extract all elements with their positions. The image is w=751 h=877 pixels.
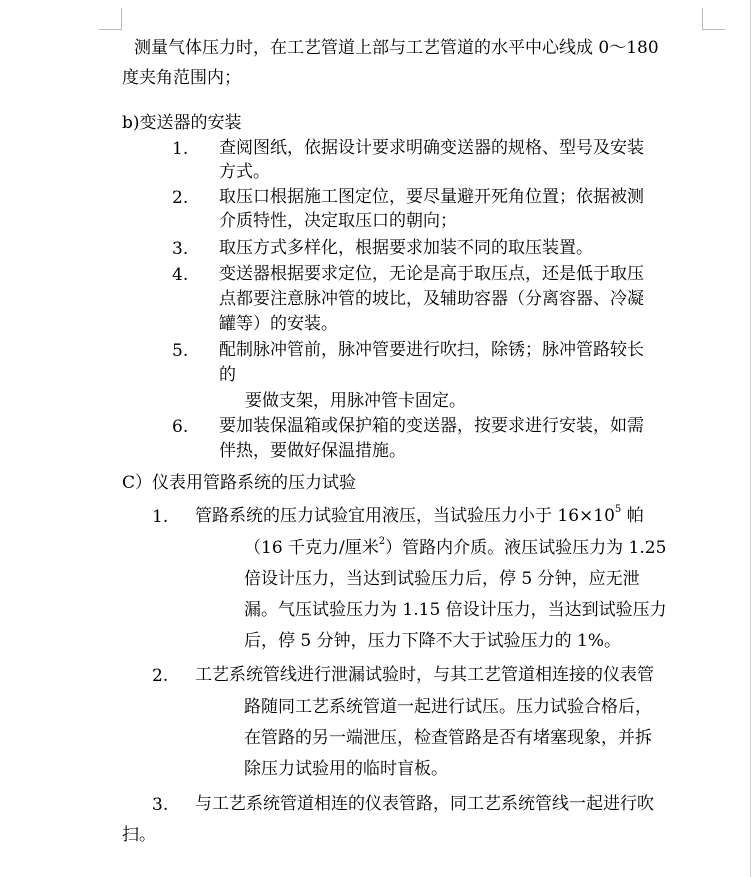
superscript: 5 (614, 504, 622, 515)
list-item-line: 除压力试验用的临时盲板。 (244, 759, 448, 779)
section-heading: C）仪表用管路系统的压力试验 (122, 473, 357, 493)
list-item-line: 查阅图纸，依据设计要求明确变送器的规格、型号及安装 (219, 138, 644, 158)
margin-corner-mark (702, 29, 725, 30)
list-item-line: 路随同工艺系统管道一起进行试压。压力试验合格后， (244, 697, 652, 717)
list-item-line: 与工艺系统管道相连的仪表管路，同工艺系统管线一起进行吹 (195, 794, 654, 814)
list-number: 3. (172, 239, 189, 259)
list-item-line: 要加装保温箱或保护箱的变送器，按要求进行安装，如需 (219, 416, 644, 436)
list-item-line: 扫。 (122, 825, 156, 845)
list-item-line: 要做支架，用脉冲管卡固定。 (245, 391, 466, 411)
list-item-line: 点都要注意脉冲管的坡比，及辅助容器（分离容器、冷凝 (219, 289, 644, 309)
list-item-line: 工艺系统管线进行泄漏试验时，与其工艺管道相连接的仪表管 (195, 665, 654, 685)
superscript: 2 (378, 536, 386, 547)
list-number: 2. (172, 188, 189, 208)
list-item-line: 在管路的另一端泄压，检查管路是否有堵塞现象，并拆 (244, 728, 652, 748)
list-item-line: 倍设计压力，当达到试验压力后，停 5 分钟，应无泄 (244, 569, 640, 589)
list-item-line: 罐等）的安装。 (219, 314, 338, 334)
list-number: 1. (172, 139, 189, 159)
list-item-line: 后，停 5 分钟，压力下降不大于试验压力的 1%。 (244, 631, 621, 651)
list-item-line: 漏。气压试验压力为 1.15 倍设计压力，当达到试验压力 (244, 600, 667, 620)
list-number: 5. (172, 341, 189, 361)
list-item-line: （16 千克力/厘米$^2$）管路内介质。液压试验压力为 1.25 (244, 536, 667, 558)
list-number: 4. (172, 265, 189, 285)
list-item-line: 配制脉冲管前，脉冲管要进行吹扫，除锈；脉冲管路较长 (219, 340, 644, 360)
list-number: 2. (152, 666, 169, 686)
list-number: 3. (152, 795, 169, 815)
margin-corner-mark (121, 8, 122, 30)
intro-line: 测量气体压力时，在工艺管道上部与工艺管道的水平中心线成 0～180 (134, 38, 659, 58)
list-number: 6. (172, 417, 189, 437)
list-item-line: 的 (219, 365, 236, 385)
list-item-line: 变送器根据要求定位，无论是高于取压点，还是低于取压 (219, 264, 644, 284)
list-item-line: 取压口根据施工图定位，要尽量避开死角位置；依据被测 (219, 187, 644, 207)
intro-line: 度夹角范围内； (122, 68, 241, 88)
list-item-line: 伴热，要做好保温措施。 (219, 441, 406, 461)
list-item-line: 取压方式多样化，根据要求加装不同的取压装置。 (219, 238, 593, 258)
list-number: 1. (152, 507, 169, 527)
margin-corner-mark (99, 29, 122, 30)
margin-corner-mark (702, 8, 703, 30)
list-item-line: 管路系统的压力试验宜用液压，当试验压力小于 $16\times 10^5$ 帕 (195, 504, 644, 526)
section-heading: b)变送器的安装 (122, 113, 242, 133)
list-item-line: 方式。 (219, 162, 270, 182)
list-item-line: 介质特性，决定取压口的朝向； (219, 211, 457, 231)
